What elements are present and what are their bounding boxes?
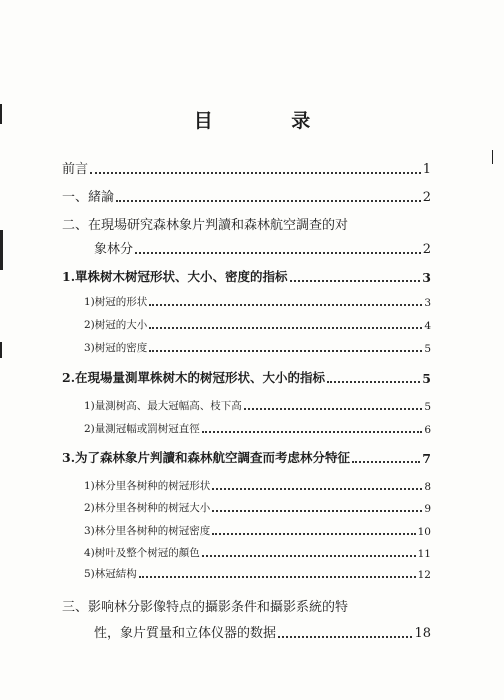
dot-leader [327, 380, 420, 383]
toc-entry-label: 前言 [62, 162, 89, 177]
toc-entry-label: 2)林分里各树种的树冠大小 [84, 502, 211, 514]
toc-entry-page: 11 [417, 548, 431, 560]
toc-entry-label: 1)林分里各树种的树冠形状 [84, 480, 211, 492]
dot-leader [244, 407, 423, 410]
toc-entry-label: 1.單株树木树冠形状、大小、密度的指标 [62, 269, 288, 284]
toc-entry-label: 二、在現場研究森林象片判讀和森林航空調查的对 [62, 218, 349, 233]
toc-entry-page: 5 [424, 343, 431, 355]
toc-entry-page: 6 [424, 424, 431, 436]
toc-entry-page: 2 [422, 242, 431, 257]
toc-entry-page: 4 [424, 320, 431, 332]
toc-entry [94, 238, 431, 257]
toc-entry [62, 368, 431, 386]
toc-entry-page: 7 [422, 451, 431, 466]
toc-entry-page: 1 [422, 162, 431, 177]
toc-entry-page: 12 [417, 569, 431, 581]
toc-entry [84, 340, 431, 355]
toc-entry-page: 5 [422, 371, 431, 386]
dot-leader [135, 251, 421, 254]
toc-entry-label: 4)树叶及整个树冠的顏色 [84, 547, 200, 559]
toc-entry-page: 10 [417, 526, 431, 538]
toc-entry [84, 317, 431, 332]
toc-entry [84, 545, 431, 560]
toc-entry-page: 8 [424, 481, 431, 493]
dot-leader [212, 509, 422, 512]
toc-entry [84, 398, 431, 413]
toc-entry [62, 186, 431, 205]
dot-leader [149, 303, 422, 306]
dot-leader [212, 532, 415, 535]
toc-entry [84, 523, 431, 538]
toc-entry [94, 622, 431, 641]
toc-entry-label: 2.在現場量測單株树木的树冠形状、大小的指标 [62, 370, 326, 385]
toc-entry-page: 18 [414, 626, 431, 641]
toc-entry [62, 158, 431, 177]
dot-leader [139, 575, 416, 578]
toc-entry-label: 三、影响林分影像特点的攝影条件和攝影系統的特 [62, 600, 349, 615]
toc-entry [84, 421, 431, 436]
dot-leader [278, 635, 412, 638]
toc-entry-label: 2)量測冠幅或罰树冠直徑 [84, 423, 200, 435]
toc-entry [62, 448, 431, 466]
toc-entry-page: 3 [422, 270, 431, 285]
toc-entry [62, 267, 431, 285]
toc-entry-label: 象林分 [94, 242, 134, 257]
toc-entry-label: 3.为了森林象片判讀和森林航空調查而考虑林分特征 [62, 450, 351, 465]
dot-leader [202, 554, 416, 557]
dot-leader [202, 430, 423, 433]
dot-leader [90, 171, 421, 174]
dot-leader [149, 349, 422, 352]
dot-leader [352, 460, 420, 463]
toc-entry [84, 478, 431, 493]
toc-entry [84, 294, 431, 309]
toc-entry-page: 2 [422, 190, 431, 205]
page-title: 目 录 [193, 110, 347, 132]
toc-entry-label: 3)林分里各树种的树冠密度 [84, 525, 211, 537]
dot-leader [116, 199, 421, 202]
toc-entry-page: 5 [424, 401, 431, 413]
toc-entry [84, 500, 431, 515]
dot-leader [149, 326, 422, 329]
dot-leader [290, 279, 421, 282]
toc-entry-label: 性，象片質量和立体仪器的数据 [94, 626, 277, 641]
toc-entry [84, 566, 431, 581]
toc-entry-label: 一、緒論 [62, 190, 115, 205]
toc-entry-label: 1)量測树高、最大冠幅高、枝下高 [84, 400, 242, 412]
toc-entry-label: 2)树冠的大小 [84, 319, 148, 331]
toc-entry-label: 1)树冠的形状 [84, 296, 148, 308]
toc-entry-page: 9 [424, 503, 431, 515]
dot-leader [212, 487, 422, 490]
toc-entry-label: 5)林冠結构 [84, 568, 137, 580]
toc-entry-page: 3 [424, 297, 431, 309]
toc-entry-label: 3)树冠的密度 [84, 342, 148, 354]
